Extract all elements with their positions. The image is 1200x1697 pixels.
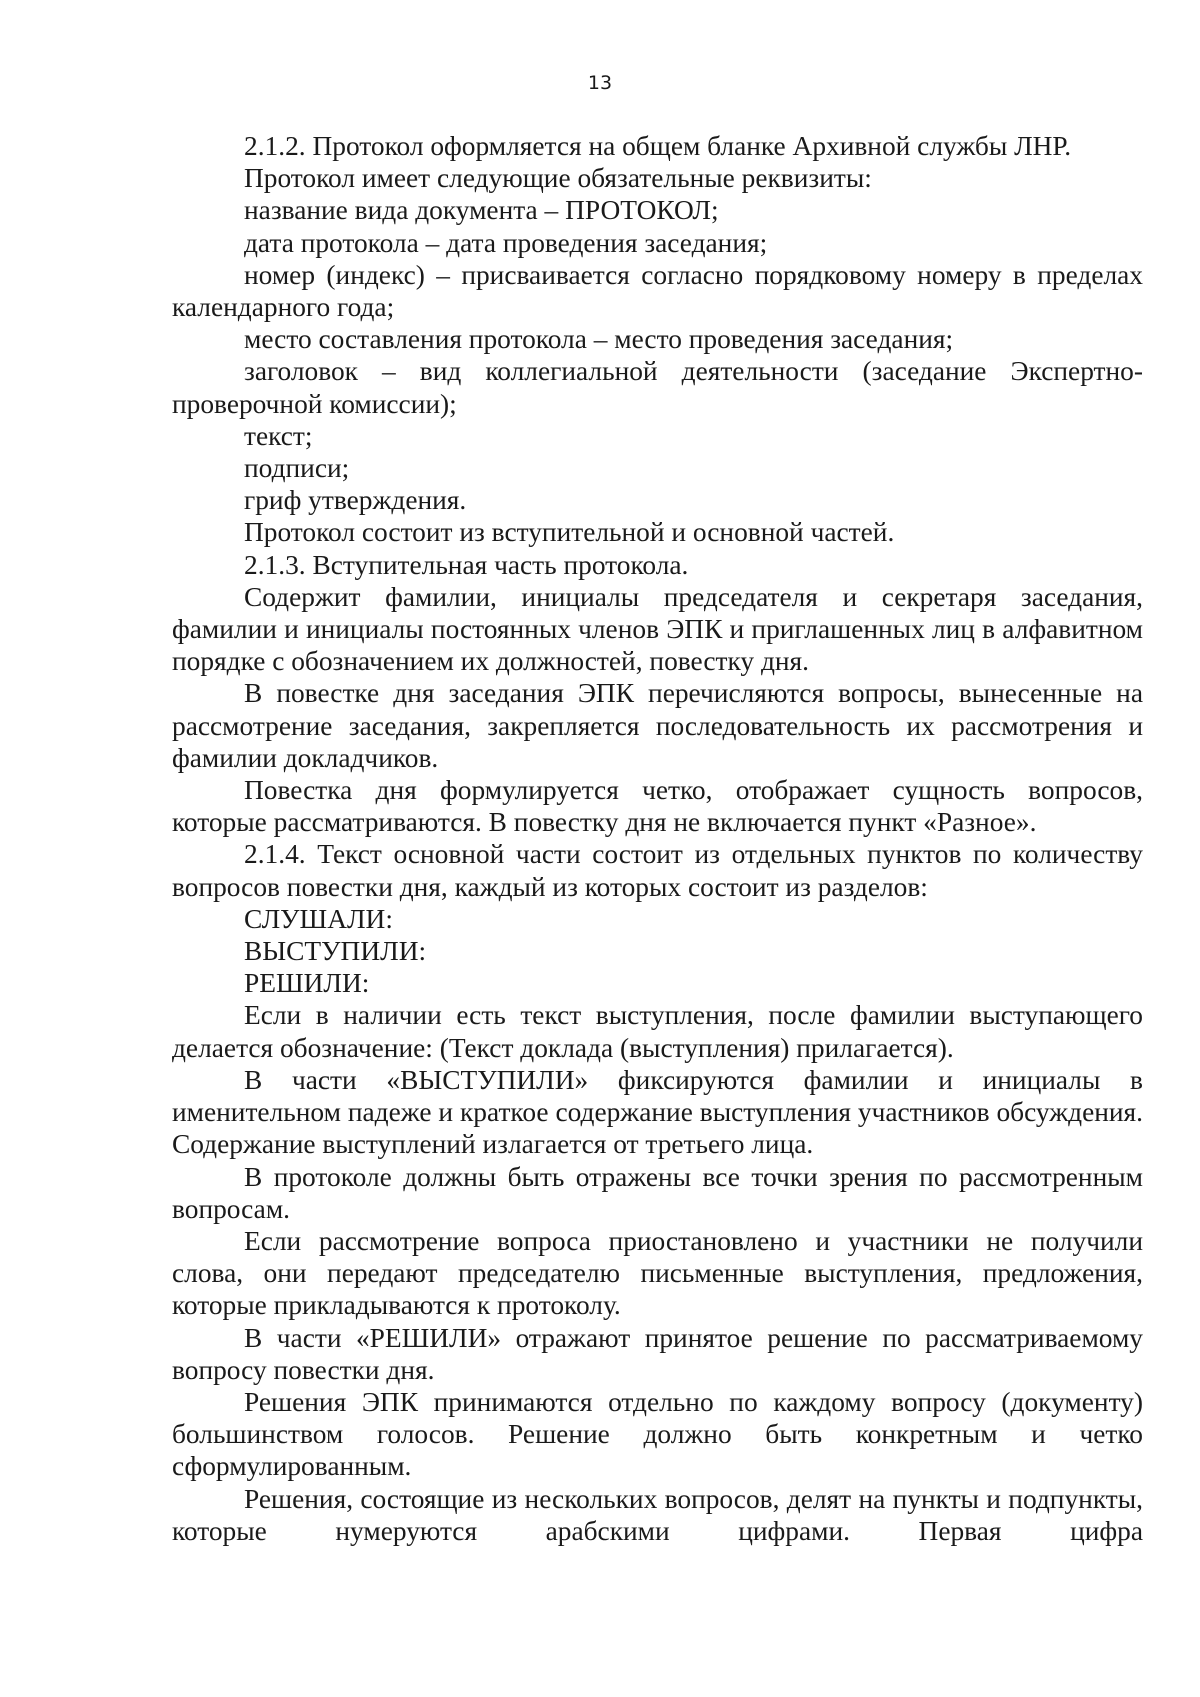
paragraph-points-of-view: В протоколе должны быть отражены все точки зрения по рассмотренным вопросам. xyxy=(172,1161,1143,1224)
paragraph-suspended-question: Если рассмотрение вопроса приостановлено и участники не получили слова, они передают председателю письменные выступления, предложения, которые прикладываются к протоколу. xyxy=(172,1225,1143,1321)
paragraph-agenda-wording: Повестка дня формулируется четко, отображает сущность вопросов, которые рассматриваются. В повестку дня не включается пункт «Разное». xyxy=(172,775,1143,838)
list-item-approval-stamp: гриф утверждения. xyxy=(244,485,467,516)
page-number: 13 xyxy=(587,72,613,94)
list-item-place: место составления протокола – место проведения заседания; xyxy=(244,324,954,355)
paragraph-2-1-3: 2.1.3. Вступительная часть протокола. xyxy=(244,549,689,580)
section-decided: РЕШИЛИ: xyxy=(244,968,370,999)
document-body xyxy=(172,130,1143,1547)
list-item-heading: заголовок – вид коллегиальной деятельности (заседание Экспертно-проверочной комиссии); xyxy=(172,356,1143,419)
paragraph-epk-decisions: Решения ЭПК принимаются отдельно по каждому вопросу (документу) большинством голосов. Решение должно быть конкретным и четко сформулированным. xyxy=(172,1386,1143,1482)
list-item-text: текст; xyxy=(244,420,313,451)
paragraph-decision-numbering: Решения, состоящие из нескольких вопросов, делят на пункты и подпункты, которые нумеруются арабскими цифрами. Первая цифра xyxy=(172,1483,1143,1546)
paragraph-spoke-part: В части «ВЫСТУПИЛИ» фиксируются фамилии и инициалы в именительном падеже и краткое содержание выступления участников обсуждения. Содержание выступлений излагается от третьего лица. xyxy=(172,1064,1143,1160)
paragraph-speech-text: Если в наличии есть текст выступления, после фамилии выступающего делается обозначение: (Текст доклада (выступления) прилагается). xyxy=(172,1000,1143,1063)
list-item-signatures: подписи; xyxy=(244,453,350,484)
list-item-document-type: название вида документа – ПРОТОКОЛ; xyxy=(244,195,719,226)
paragraph-requisites-intro: Протокол имеет следующие обязательные реквизиты: xyxy=(244,163,872,194)
paragraph-decided-part: В части «РЕШИЛИ» отражают принятое решение по рассматриваемому вопросу повестки дня. xyxy=(172,1322,1143,1385)
paragraph-intro-contents: Содержит фамилии, инициалы председателя и секретаря заседания, фамилии и инициалы постоянных членов ЭПК и приглашенных лиц в алфавитном порядке с обозначением их должностей, повестку дня. xyxy=(172,581,1143,677)
list-item-protocol-date: дата протокола – дата проведения заседания; xyxy=(244,227,768,258)
paragraph-protocol-parts: Протокол состоит из вступительной и основной частей. xyxy=(244,517,895,548)
paragraph-agenda-questions: В повестке дня заседания ЭПК перечисляются вопросы, вынесенные на рассмотрение заседания, закрепляется последовательность их рассмотрения и фамилии докладчиков. xyxy=(172,678,1143,773)
paragraph-2-1-4: 2.1.4. Текст основной части состоит из отдельных пунктов по количеству вопросов повестки дня, каждый из которых состоит из разделов: xyxy=(172,839,1143,902)
section-heard: СЛУШАЛИ: xyxy=(244,903,393,934)
section-spoke: ВЫСТУПИЛИ: xyxy=(244,936,427,967)
paragraph-2-1-2: 2.1.2. Протокол оформляется на общем бланке Архивной службы ЛНР. xyxy=(244,131,1072,161)
list-item-number: номер (индекс) – присваивается согласно порядковому номеру в пределах календарного года; xyxy=(172,259,1143,323)
